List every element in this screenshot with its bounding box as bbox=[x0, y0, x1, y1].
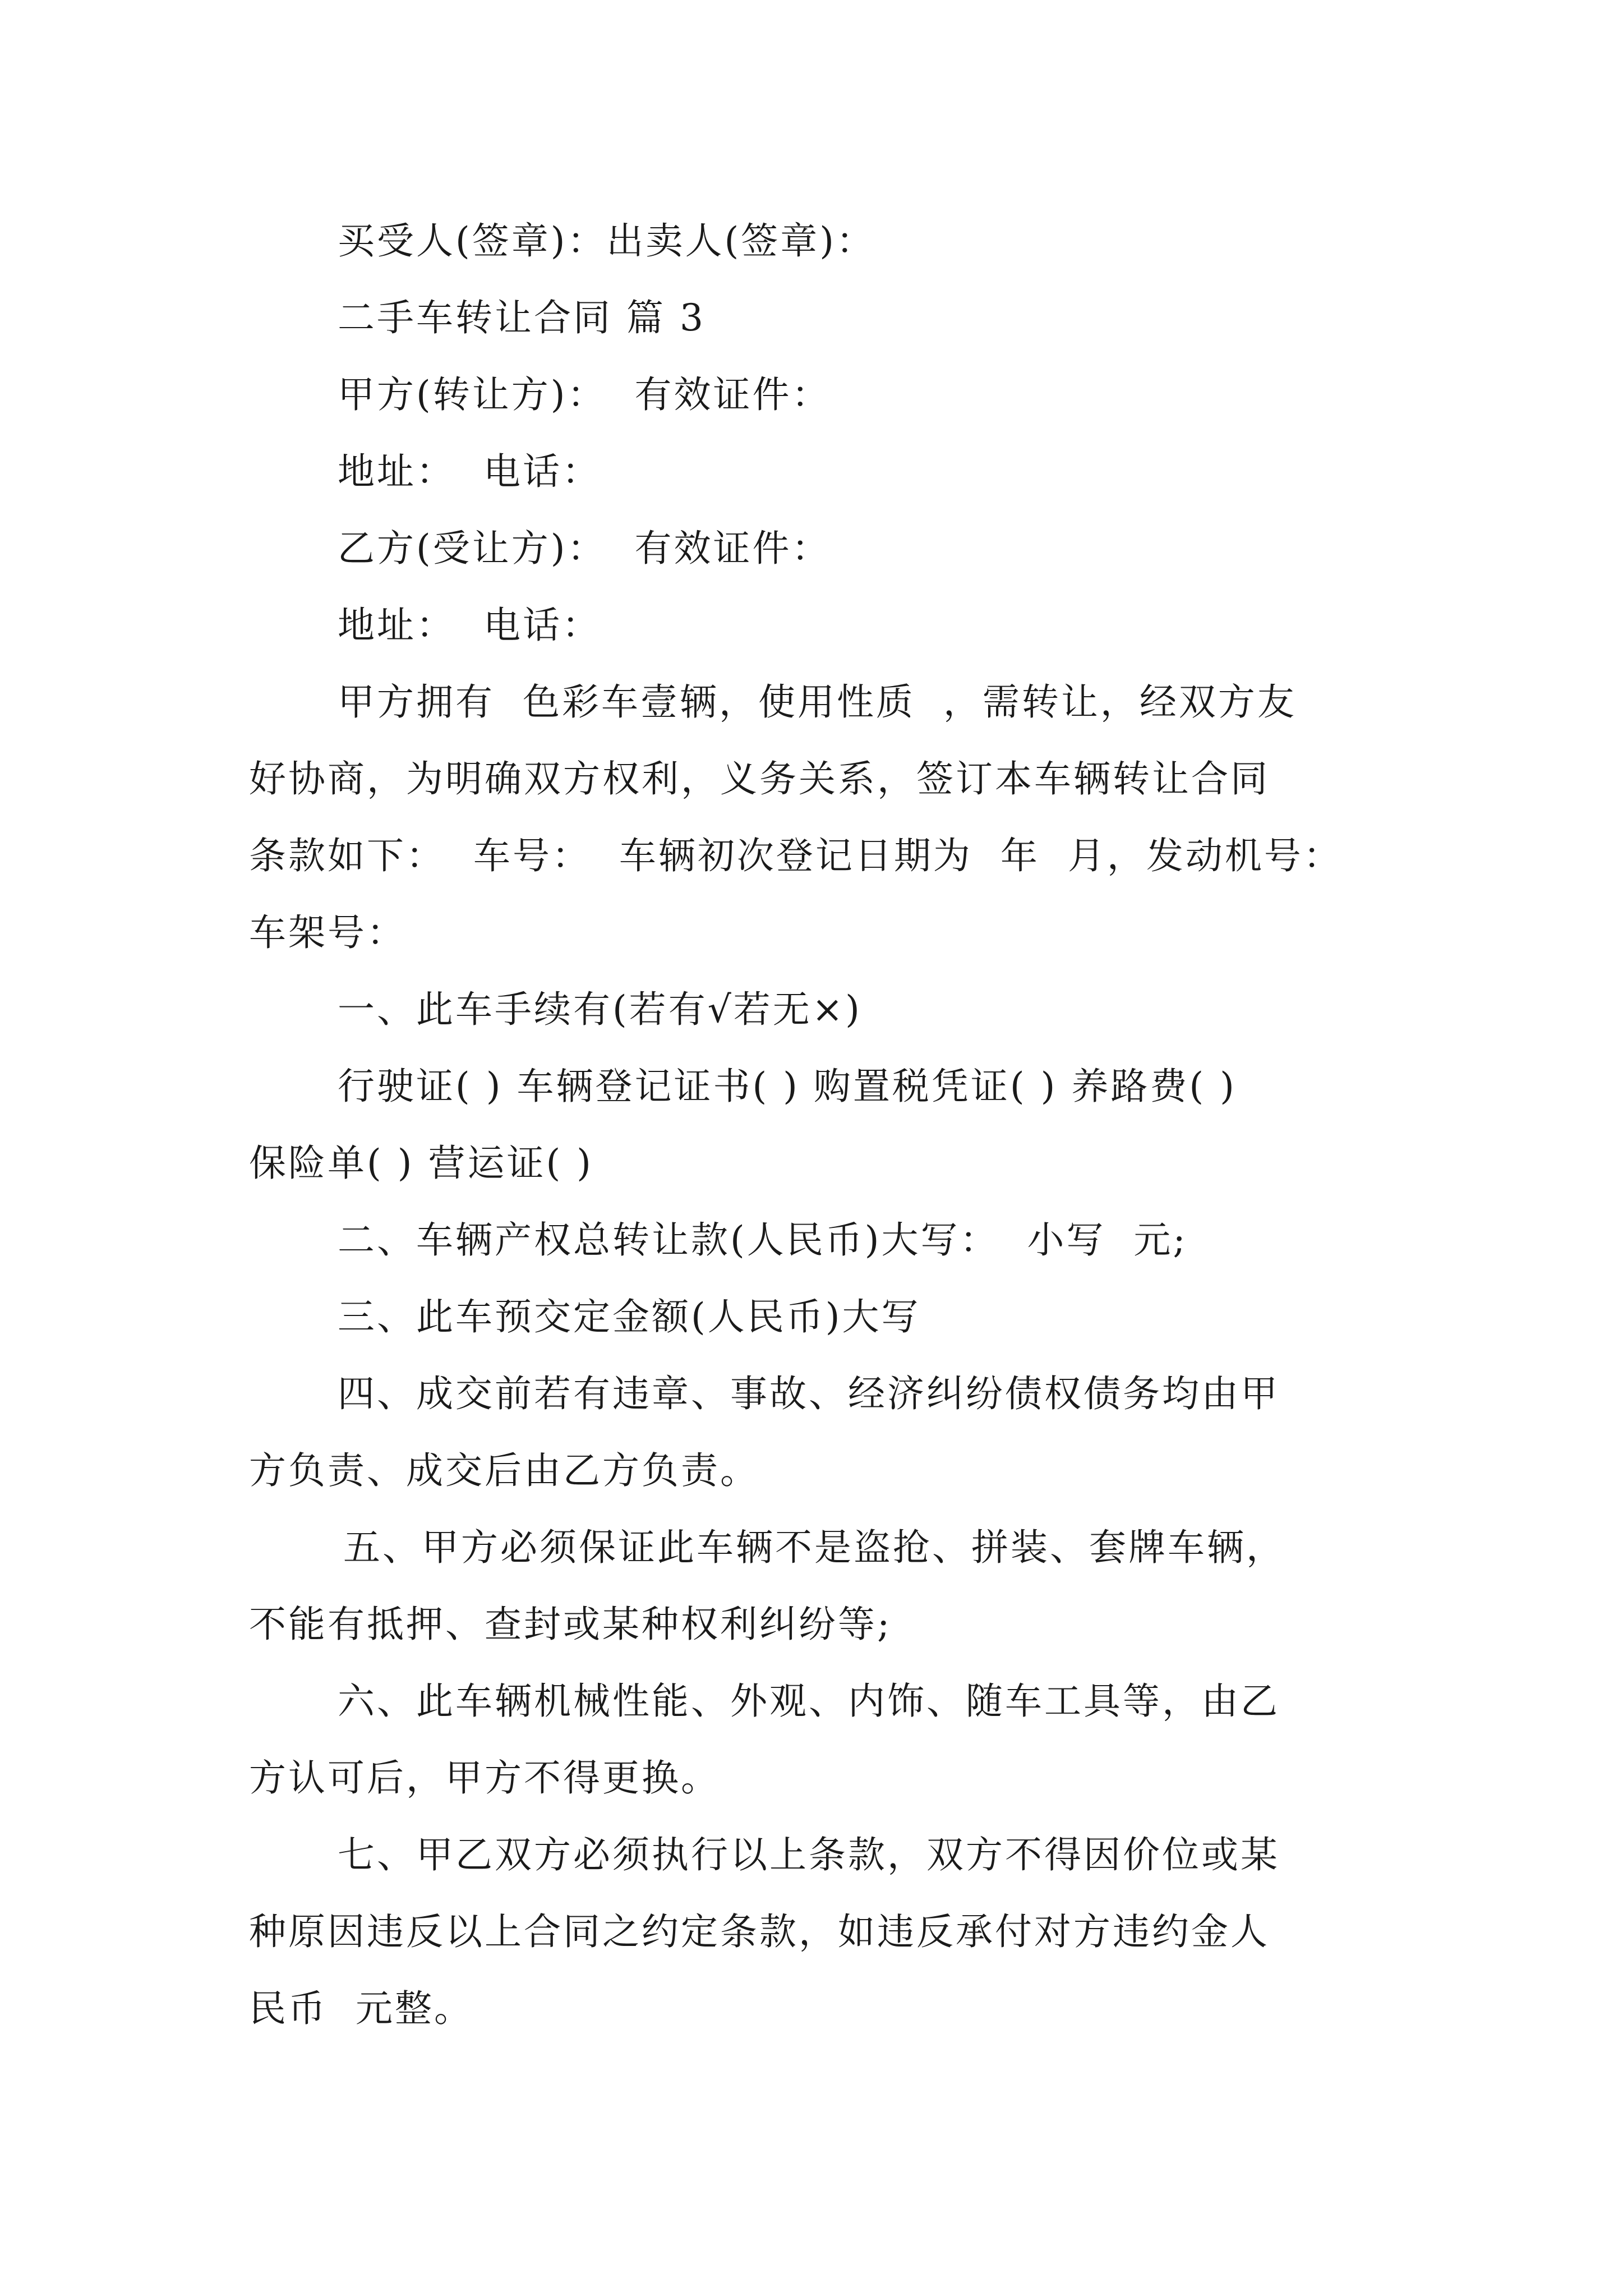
clause-1-documents-line-2: 保险单( ) 营运证( ) bbox=[249, 1142, 593, 1185]
clause-7-line-2: 种原因违反以上合同之约定条款，如违反承付对方违约金人 bbox=[249, 1910, 1270, 1953]
party-a-address-line: 地址： 电话： bbox=[338, 450, 601, 493]
intro-paragraph-line-1: 甲方拥有 色彩车壹辆，使用性质 ，需转让，经双方友 bbox=[338, 680, 1297, 724]
clause-6-line-1: 六、此车辆机械性能、外观、内饰、随车工具等，由乙 bbox=[338, 1680, 1280, 1723]
intro-paragraph-line-2: 好协商，为明确双方权利，义务关系，签订本车辆转让合同 bbox=[249, 757, 1270, 800]
clause-7-line-1: 七、甲乙双方必须执行以上条款，双方不得因价位或某 bbox=[338, 1833, 1280, 1876]
intro-paragraph-line-4: 车架号： bbox=[249, 911, 406, 954]
clause-7-line-3: 民币 元整。 bbox=[249, 1987, 473, 2030]
clause-1-heading: 一、此车手续有(若有√若无×) bbox=[338, 988, 862, 1031]
intro-paragraph-line-3: 条款如下： 车号： 车辆初次登记日期为 年 月，发动机号： bbox=[249, 834, 1343, 877]
clause-6-line-2: 方认可后，甲方不得更换。 bbox=[249, 1756, 720, 1800]
clause-4-line-2: 方负责、成交后由乙方负责。 bbox=[249, 1449, 759, 1492]
buyer-seller-signature-line: 买受人(签章)：出卖人(签章)： bbox=[338, 219, 875, 263]
clause-5-line-1: 五、甲方必须保证此车辆不是盗抢、拼装、套牌车辆， bbox=[343, 1526, 1285, 1569]
clause-4-line-1: 四、成交前若有违章、事故、经济纠纷债权债务均由甲 bbox=[338, 1372, 1280, 1415]
clause-5-line-2: 不能有抵押、查封或某种权利纠纷等; bbox=[249, 1603, 892, 1646]
party-b-line: 乙方(受让方)： 有效证件： bbox=[338, 527, 831, 570]
clause-1-documents-line-1: 行驶证( ) 车辆登记证书( ) 购置税凭证( ) 养路费( ) bbox=[338, 1065, 1237, 1108]
party-a-line: 甲方(转让方)： 有效证件： bbox=[338, 373, 831, 416]
clause-2: 二、车辆产权总转让款(人民币)大写： 小写 元; bbox=[338, 1218, 1188, 1262]
clause-3: 三、此车预交定金额(人民币)大写 bbox=[338, 1295, 921, 1338]
party-b-address-line: 地址： 电话： bbox=[338, 604, 601, 647]
contract-title: 二手车转让合同 篇 3 bbox=[338, 296, 706, 339]
